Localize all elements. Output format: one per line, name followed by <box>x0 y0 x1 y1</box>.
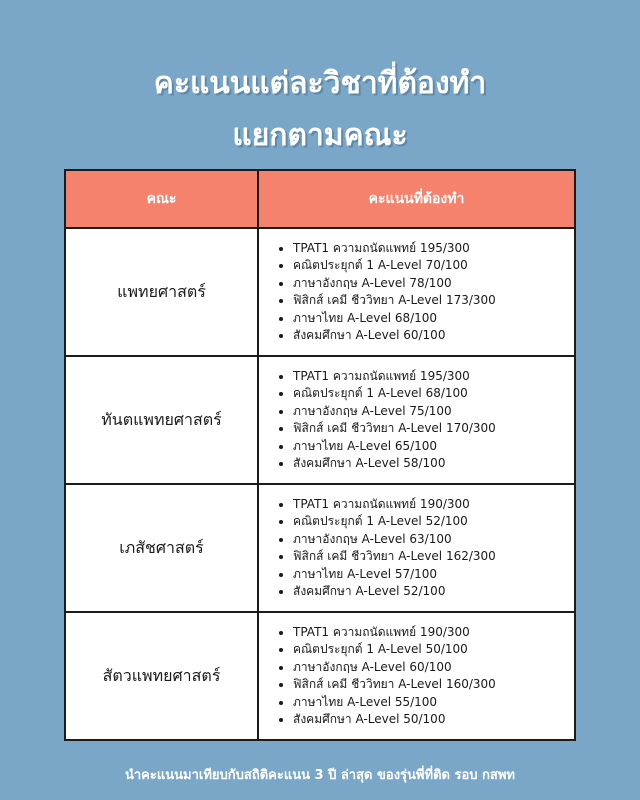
score-item: • TPAT1 ความถนัดแพทย์ 190/300 <box>293 496 574 514</box>
required-scores-cell <box>258 356 575 484</box>
score-item: • ภาษาไทย A-Level 65/100 <box>293 438 574 456</box>
score-list <box>275 496 574 601</box>
score-item: • คณิตประยุกต์ 1 A-Level 68/100 <box>293 385 574 403</box>
faculty-name: ทันตแพทยศาสตร์ <box>65 356 258 484</box>
faculty-name: สัตวแพทยศาสตร์ <box>65 612 258 740</box>
score-item: • ภาษาไทย A-Level 55/100 <box>293 694 574 712</box>
score-item: • ฟิสิกส์ เคมี ชีววิทยา A-Level 173/300 <box>293 292 574 310</box>
table-row <box>65 612 575 740</box>
score-item: • คณิตประยุกต์ 1 A-Level 50/100 <box>293 641 574 659</box>
table-header-row <box>65 170 575 228</box>
score-item: • สังคมศึกษา A-Level 60/100 <box>293 327 574 345</box>
required-scores-cell <box>258 228 575 356</box>
score-item: • ฟิสิกส์ เคมี ชีววิทยา A-Level 162/300 <box>293 548 574 566</box>
page-title <box>0 58 640 162</box>
score-item: • ฟิสิกส์ เคมี ชีววิทยา A-Level 170/300 <box>293 420 574 438</box>
footer-note: นำคะแนนมาเทียบกับสถิติคะแนน 3 ปี ล่าสุด ของรุ่นพี่ที่ติด รอบ กสพท <box>125 768 515 783</box>
score-list <box>275 368 574 473</box>
score-item: • สังคมศึกษา A-Level 52/100 <box>293 583 574 601</box>
column-header-required-scores: คะแนนที่ต้องทำ <box>258 170 575 228</box>
table-row <box>65 484 575 612</box>
column-header-faculty: คณะ <box>65 170 258 228</box>
score-item: • ภาษาอังกฤษ A-Level 60/100 <box>293 659 574 677</box>
score-item: • ภาษาไทย A-Level 57/100 <box>293 566 574 584</box>
score-item: • ภาษาอังกฤษ A-Level 63/100 <box>293 531 574 549</box>
score-list <box>275 240 574 345</box>
title-line-1: คะแนนแต่ละวิชาที่ต้องทำ <box>153 66 487 101</box>
score-item: • TPAT1 ความถนัดแพทย์ 195/300 <box>293 240 574 258</box>
score-item: • คณิตประยุกต์ 1 A-Level 52/100 <box>293 513 574 531</box>
score-item: • TPAT1 ความถนัดแพทย์ 190/300 <box>293 624 574 642</box>
score-item: • คณิตประยุกต์ 1 A-Level 70/100 <box>293 257 574 275</box>
title-line-2: แยกตามคณะ <box>232 118 408 153</box>
score-item: • ภาษาไทย A-Level 68/100 <box>293 310 574 328</box>
score-item: • ภาษาอังกฤษ A-Level 78/100 <box>293 275 574 293</box>
score-item: • TPAT1 ความถนัดแพทย์ 195/300 <box>293 368 574 386</box>
table-row <box>65 228 575 356</box>
faculty-name: แพทยศาสตร์ <box>65 228 258 356</box>
faculty-name: เภสัชศาสตร์ <box>65 484 258 612</box>
required-scores-cell <box>258 484 575 612</box>
score-item: • สังคมศึกษา A-Level 58/100 <box>293 455 574 473</box>
table-row <box>65 356 575 484</box>
score-item: • สังคมศึกษา A-Level 50/100 <box>293 711 574 729</box>
score-item: • ฟิสิกส์ เคมี ชีววิทยา A-Level 160/300 <box>293 676 574 694</box>
score-table <box>64 169 576 741</box>
required-scores-cell <box>258 612 575 740</box>
score-list <box>275 624 574 729</box>
score-item: • ภาษาอังกฤษ A-Level 75/100 <box>293 403 574 421</box>
